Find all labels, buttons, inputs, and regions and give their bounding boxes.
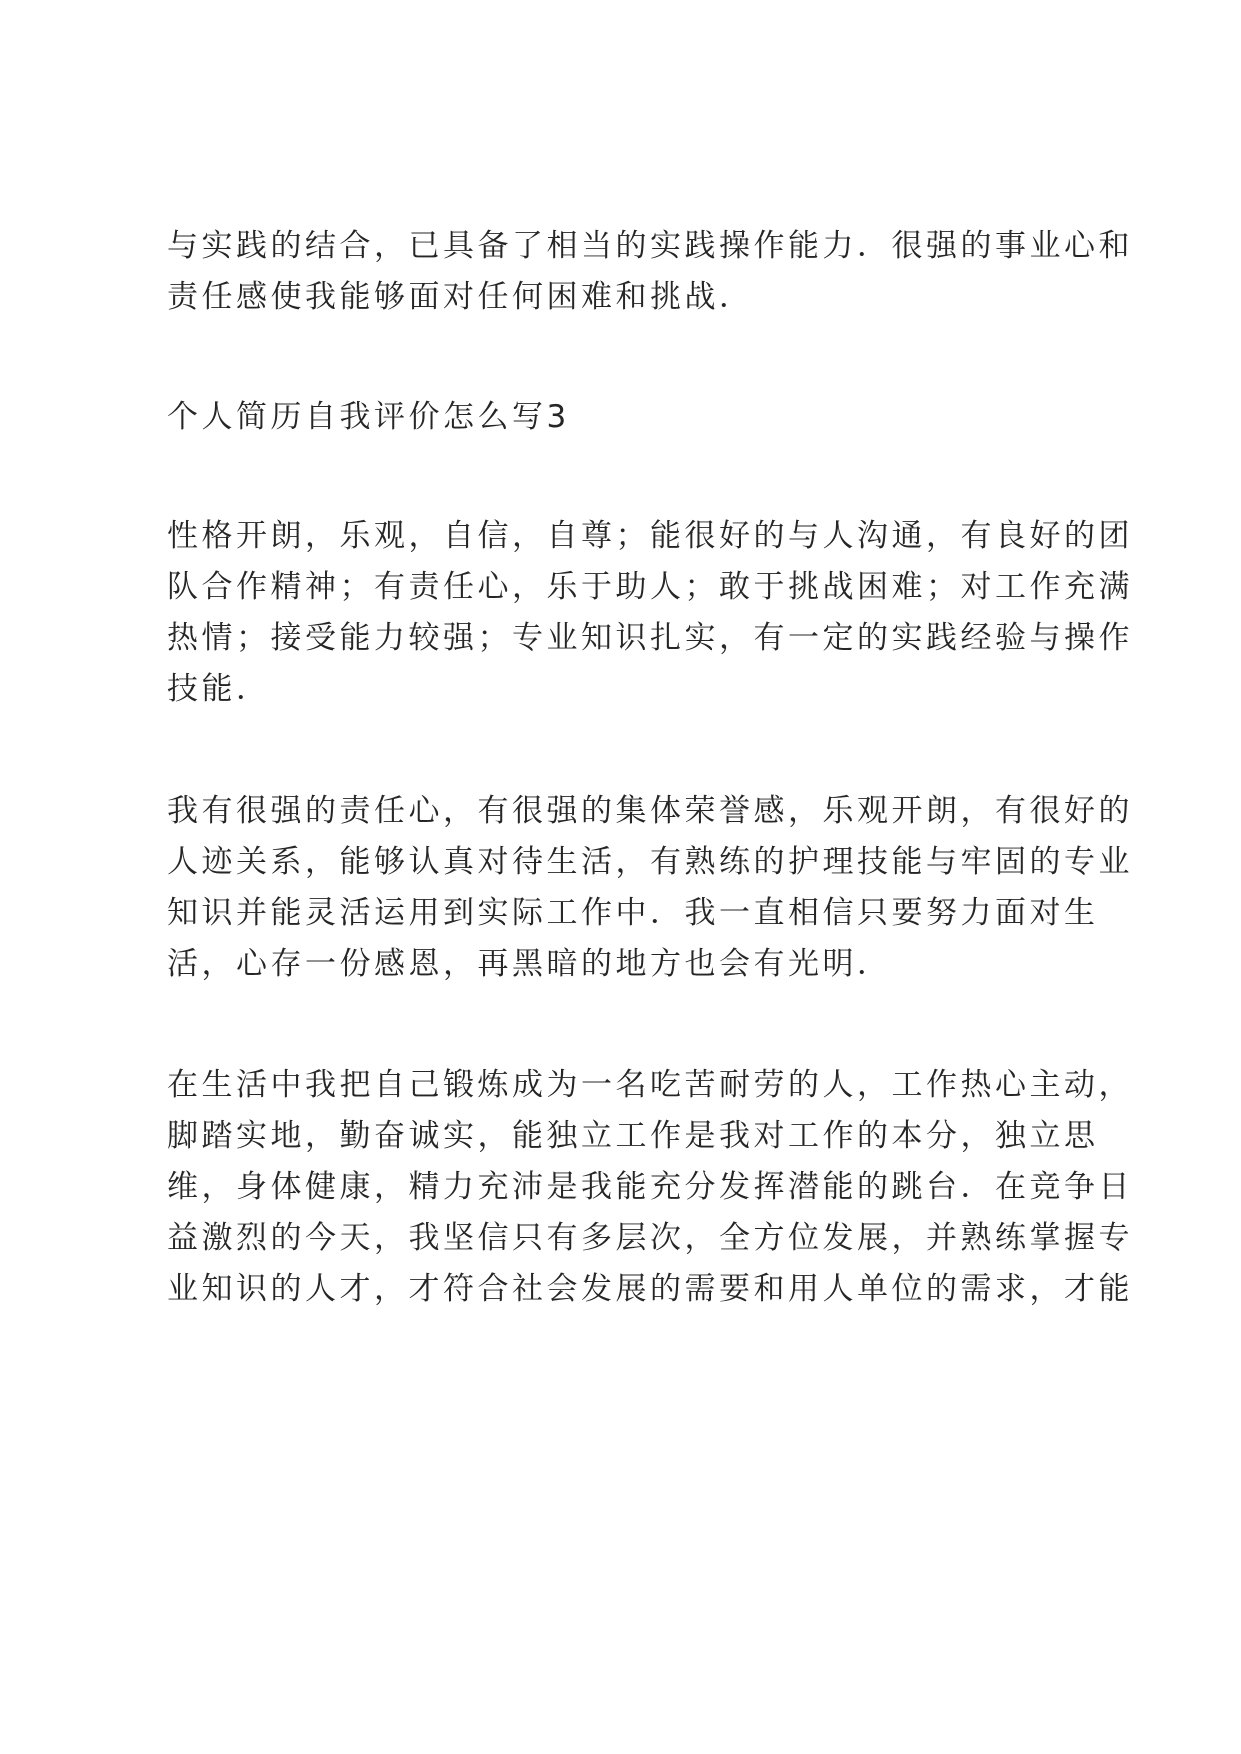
text-line: 脚踏实地，勤奋诚实，能独立工作是我对工作的本分，独立思 — [167, 1118, 1099, 1154]
text-line: 责任感使我能够面对任何困难和挑战． — [167, 279, 754, 315]
paragraph-practice-ability — [167, 221, 1133, 323]
text-line: 活，心存一份感恩，再黑暗的地方也会有光明． — [167, 946, 892, 982]
paragraph-personality — [167, 511, 1133, 715]
text-line: 在生活中我把自己锻炼成为一名吃苦耐劳的人，工作热心主动， — [167, 1067, 1133, 1103]
text-line: 益激烈的今天，我坚信只有多层次，全方位发展，并熟练掌握专 — [167, 1220, 1133, 1256]
text-line: 我有很强的责任心，有很强的集体荣誉感，乐观开朗，有很好的 — [167, 793, 1133, 829]
text-line: 人迹关系，能够认真对待生活，有熟练的护理技能与牢固的专业 — [167, 844, 1133, 880]
section-heading — [167, 392, 1097, 443]
text-line: 与实践的结合，已具备了相当的实践操作能力．很强的事业心和 — [167, 228, 1133, 264]
text-line: 热情；接受能力较强；专业知识扎实，有一定的实践经验与操作 — [167, 620, 1133, 656]
heading-text: 个人简历自我评价怎么写3 — [167, 399, 570, 435]
paragraph-responsibility — [167, 786, 1133, 990]
paragraph-hardworking — [167, 1060, 1133, 1315]
text-line: 业知识的人才，才符合社会发展的需要和用人单位的需求，才能 — [167, 1271, 1133, 1307]
text-line: 维，身体健康，精力充沛是我能充分发挥潜能的跳台．在竞争日 — [167, 1169, 1133, 1205]
text-line: 技能． — [167, 671, 271, 707]
document-body — [167, 221, 1133, 1315]
text-line: 队合作精神；有责任心，乐于助人；敢于挑战困难；对工作充满 — [167, 569, 1133, 605]
text-line: 知识并能灵活运用到实际工作中．我一直相信只要努力面对生 — [167, 895, 1099, 931]
text-line: 性格开朗，乐观，自信，自尊；能很好的与人沟通，有良好的团 — [167, 518, 1133, 554]
